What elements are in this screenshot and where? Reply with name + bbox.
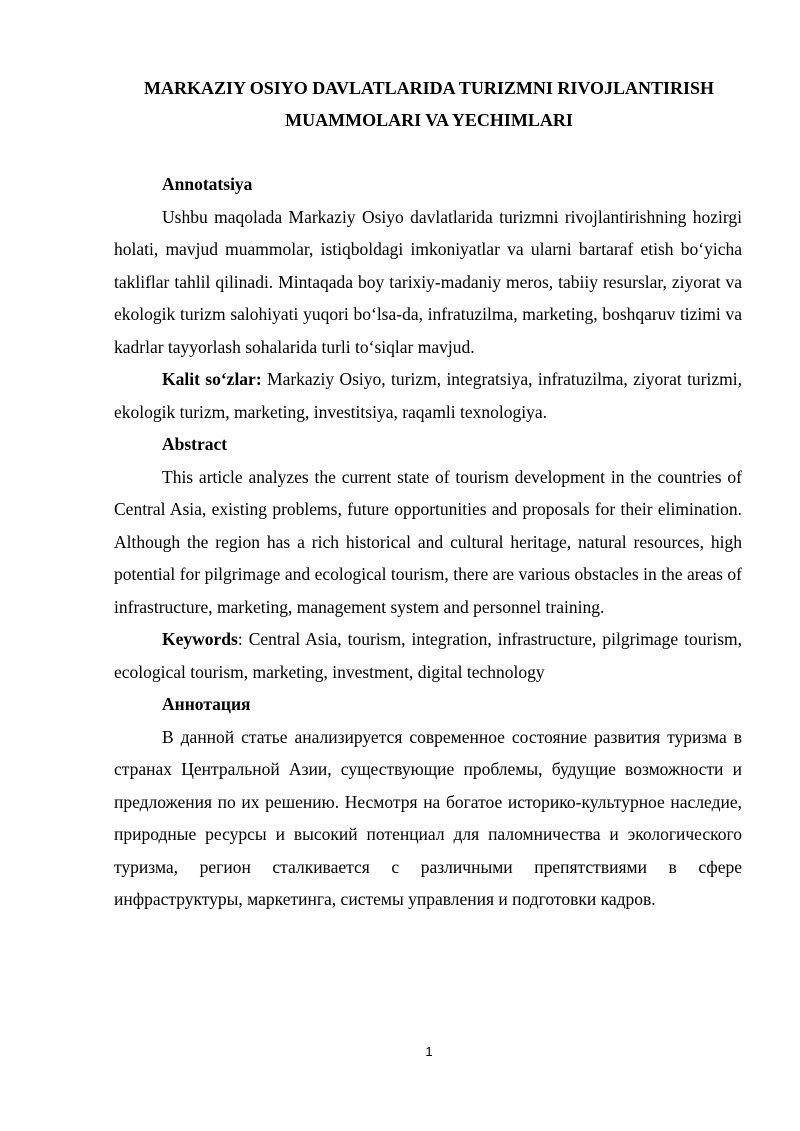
abstract-en-heading: Abstract	[162, 434, 228, 454]
keywords-en	[114, 623, 742, 688]
keywords-uz-label: Kalit so‘zlar:	[162, 369, 262, 389]
article-title: MARKAZIY OSIYO DAVLATLARIDA TURIZMNI RIVOJLANTIRISH MUAMMOLARI VA YECHIMLARI	[143, 78, 715, 130]
annotation-uz-heading: Annotatsiya	[162, 174, 253, 194]
keywords-en-label: Keywords	[162, 629, 238, 649]
article-body	[114, 168, 742, 916]
abstract-en-text: This article analyzes the current state of tourism development in the countries of Central Asia, existing problems, future opportunities and proposals for their elimination. Although the region has a rich historical and cultural heritage, natural resources, high potential for pilgrimage and ecological tourism, there are various obstacles in the areas of infrastructure, marketing, management system and personnel training.	[114, 466, 742, 617]
keywords-uz-list: Markaziy Osiyo, turizm, integratsiya, infratuzilma, ziyorat turizmi, ekologik turizm, marketing, investitsiya, raqamli texnologiya.	[114, 369, 742, 422]
annotation-ru-heading: Аннотация	[162, 694, 251, 714]
keywords-uz	[114, 363, 742, 428]
keywords-en-list: : Central Asia, tourism, integration, infrastructure, pilgrimage tourism, ecological tourism, marketing, investment, digital technology	[114, 629, 742, 682]
page-number: 1	[425, 1044, 433, 1059]
annotation-uz-text: Ushbu maqolada Markaziy Osiyo davlatlarida turizmni rivojlantirishning hozirgi holati, mavjud muammolar, istiqboldagi imkoniyatlar va ularni bartaraf etish bo‘yicha takliflar tahlil qilinadi. Mintaqada boy tarixiy-madaniy meros, tabiiy resurslar, ziyorat va ekologik turizm salohiyati yuqori bo‘lsa-da, infratuzilma, marketing, boshqaruv tizimi va kadrlar tayyorlash sohalarida turli to‘siqlar mavjud.	[114, 206, 742, 357]
annotation-ru-text: В данной статье анализируется современное состояние развития туризма в странах Центральной Азии, существующие проблемы, будущие возможности и предложения по их решению. Несмотря на богатое историко-культурное наследие, природные ресурсы и высокий потенциал для паломничества и экологического туризма, регион сталкивается с различными препятствиями в сфере инфраструктуры, маркетинга, системы управления и подготовки кадров.	[114, 726, 742, 909]
